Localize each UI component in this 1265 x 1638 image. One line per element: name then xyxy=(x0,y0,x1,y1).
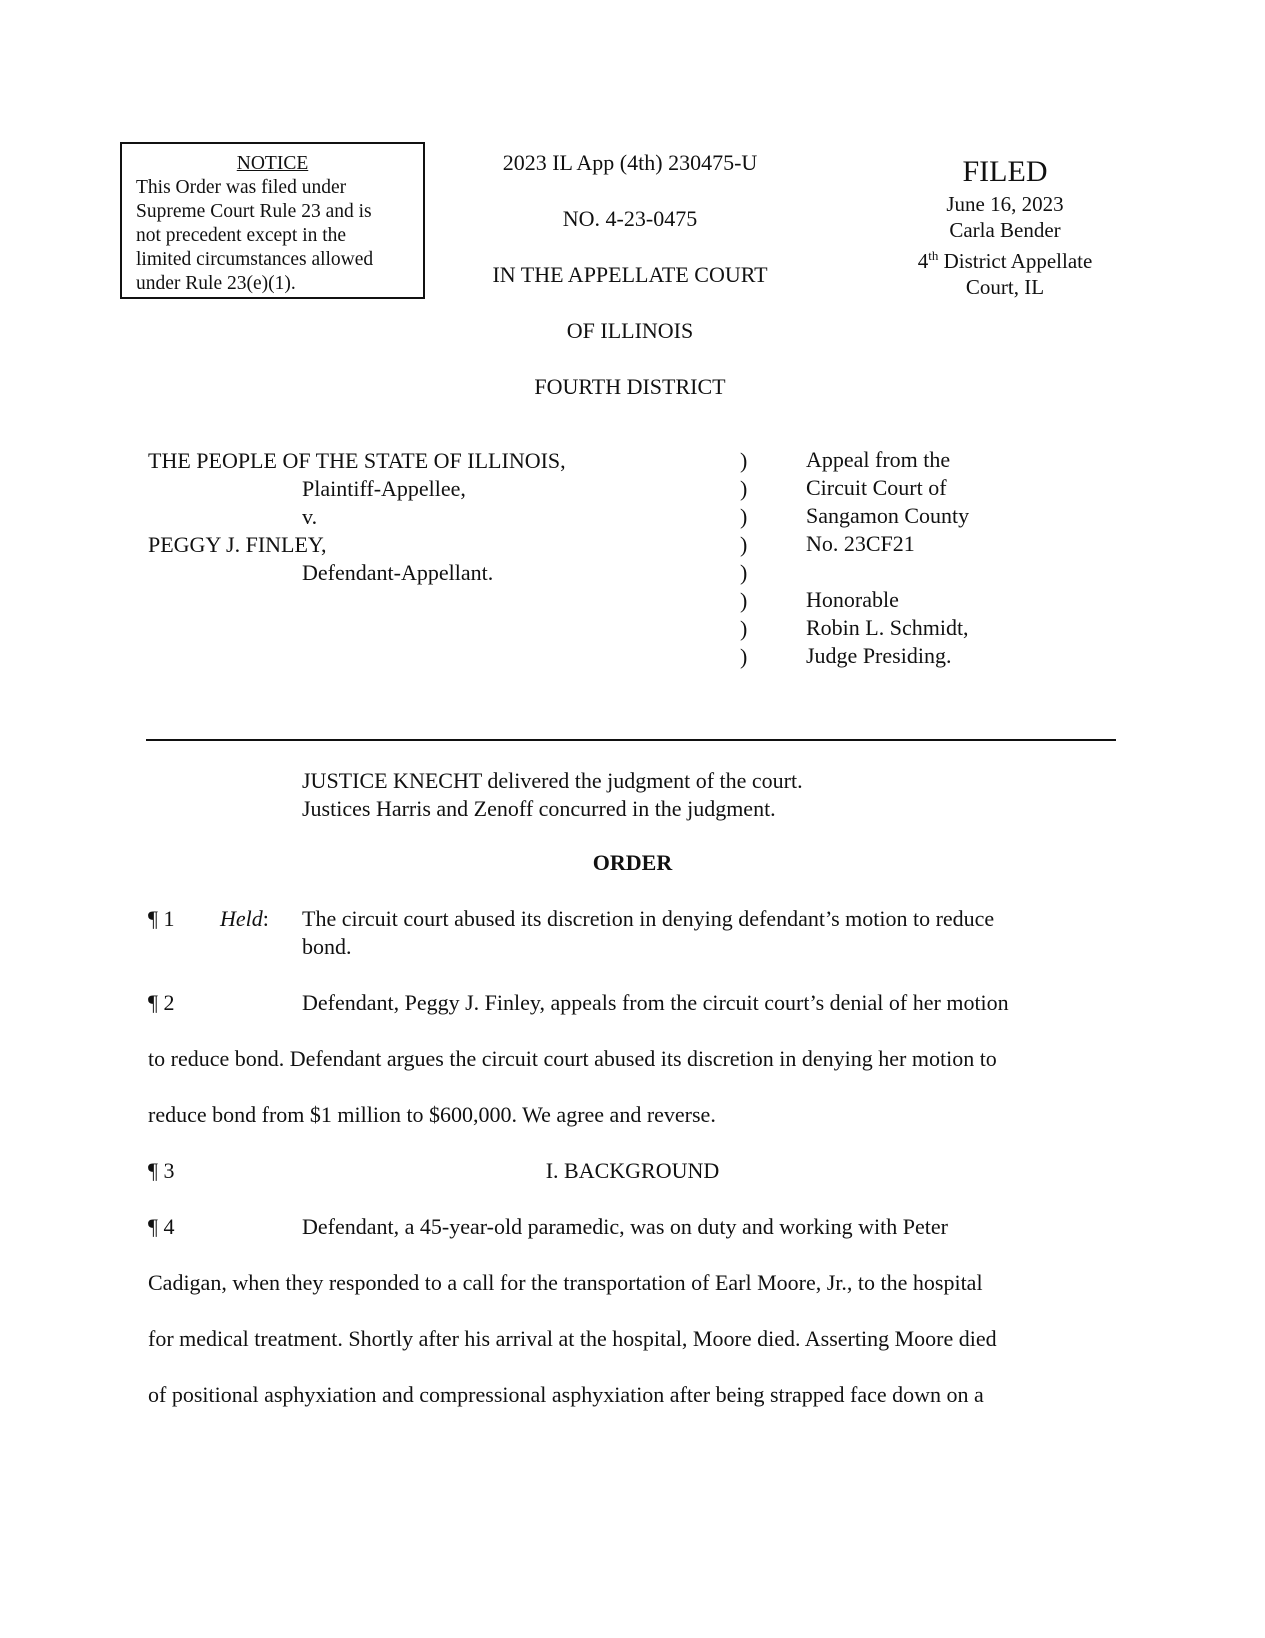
notice-title: NOTICE xyxy=(236,153,309,174)
filed-court: Court, IL xyxy=(965,275,1045,299)
notice-line: under Rule 23(e)(1). xyxy=(136,273,296,294)
judge-line: Robin L. Schmidt, xyxy=(806,615,969,640)
versus: v. xyxy=(302,504,318,529)
filed-title: FILED xyxy=(962,155,1048,188)
plaintiff-role: Plaintiff-Appellee, xyxy=(302,476,466,501)
p4-line: of positional asphyxiation and compressional asphyxiation after being strapped face down on a xyxy=(148,1382,984,1407)
notice-line: Supreme Court Rule 23 and is xyxy=(136,201,372,222)
filed-clerk: Carla Bender xyxy=(949,218,1061,242)
caption-paren: ) xyxy=(740,588,748,613)
appeal-line: Sangamon County xyxy=(806,503,970,528)
court-district: FOURTH DISTRICT xyxy=(534,374,726,399)
case-number: NO. 4-23-0475 xyxy=(562,206,698,231)
paragraph-number: ¶ 2 xyxy=(148,990,175,1015)
appeal-from-block xyxy=(806,446,969,558)
judgment-line2: Justices Harris and Zenoff concurred in the judgment. xyxy=(302,796,776,821)
p4-line: Defendant, a 45-year-old paramedic, was on duty and working with Peter xyxy=(302,1214,948,1239)
caption-paren: ) xyxy=(740,504,748,529)
caption-paren: ) xyxy=(740,560,748,585)
p1-line: bond. xyxy=(302,934,352,959)
appeal-line: Circuit Court of xyxy=(806,475,947,500)
judgment-line1: JUSTICE KNECHT delivered the judgment of the court. xyxy=(302,768,803,793)
paragraph-number: ¶ 4 xyxy=(148,1214,175,1239)
caption-divider xyxy=(146,739,1116,741)
paragraph-number: ¶ 1 xyxy=(148,906,175,931)
judge-line: Judge Presiding. xyxy=(806,643,952,668)
caption-paren: ) xyxy=(740,644,748,669)
appeal-line: No. 23CF21 xyxy=(806,531,915,556)
paragraph-number: ¶ 3 xyxy=(148,1158,175,1183)
p2-line: Defendant, Peggy J. Finley, appeals from the circuit court’s denial of her motion xyxy=(302,990,1009,1015)
plaintiff-name: THE PEOPLE OF THE STATE OF ILLINOIS, xyxy=(148,448,566,473)
p1-line: The circuit court abused its discretion in denying defendant’s motion to reduce xyxy=(302,906,995,931)
defendant-role: Defendant-Appellant. xyxy=(302,560,494,585)
notice-line: This Order was filed under xyxy=(136,177,347,198)
p2-line: to reduce bond. Defendant argues the circuit court abused its discretion in denying her motion to xyxy=(148,1046,997,1071)
court-name-line1: IN THE APPELLATE COURT xyxy=(492,262,768,287)
appeal-line: Appeal from the xyxy=(806,447,951,472)
notice-line: not precedent except in the xyxy=(136,225,347,246)
section-heading: I. BACKGROUND xyxy=(545,1158,720,1183)
notice-line: limited circumstances allowed xyxy=(136,249,374,270)
held-label: Held: xyxy=(220,906,269,931)
caption-paren: ) xyxy=(740,532,748,557)
p2-line: reduce bond from $1 million to $600,000. We agree and reverse. xyxy=(148,1102,716,1127)
judge-line: Honorable xyxy=(806,587,899,612)
filed-date: June 16, 2023 xyxy=(946,192,1064,216)
caption-paren: ) xyxy=(740,476,748,501)
p4-line: Cadigan, when they responded to a call for the transportation of Earl Moore, Jr., to the hospital xyxy=(148,1270,983,1295)
p4-line: for medical treatment. Shortly after his arrival at the hospital, Moore died. Asserting Moore died xyxy=(148,1326,997,1351)
caption-paren: ) xyxy=(740,448,748,473)
notice-box xyxy=(120,142,425,299)
filed-stamp xyxy=(880,155,1130,300)
court-name-line2: OF ILLINOIS xyxy=(566,318,694,343)
defendant-name: PEGGY J. FINLEY, xyxy=(148,532,327,557)
order-title: ORDER xyxy=(592,850,673,875)
caption-paren: ) xyxy=(740,616,748,641)
judge-block xyxy=(806,586,969,670)
filed-district: 4th District Appellate xyxy=(917,248,1093,273)
case-citation: 2023 IL App (4th) 230475-U xyxy=(502,150,758,175)
